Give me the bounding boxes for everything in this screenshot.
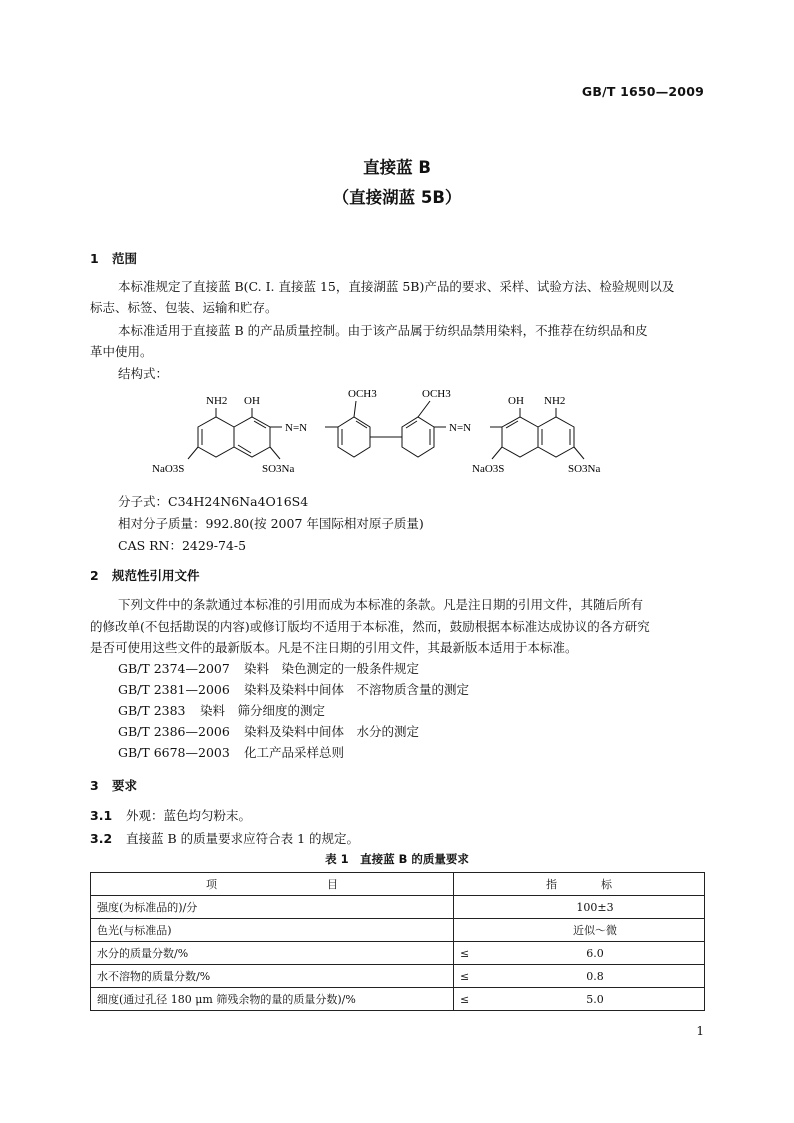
header-item: 项 目 [91,873,454,896]
section-number: 1 [90,251,99,266]
document-subtitle: （直接湖蓝 5B） [332,188,462,207]
reference-item [118,722,419,740]
left-naphthalene-ring-1 [198,417,234,457]
row-item: 色光(与标准品) [91,919,454,942]
left-benzene-ring [338,417,370,457]
och3-right-label: OCH3 [422,388,451,400]
section-1-heading [90,249,137,267]
reference-item [118,680,469,698]
reference-code: GB/T 2386—2006 [118,724,230,739]
row-sign: ≤ [454,942,487,965]
row-sign [454,919,487,942]
structure-label: 结构式： [118,366,169,381]
structural-formula [140,384,660,484]
references-paragraph-line-3: 是否可使用这些文件的最新版本。凡是不注日期的引用文件，其最新版本适用于本标准。 [90,640,578,655]
so3na-label-4: SO3Na [568,463,601,475]
table-row [91,988,705,1011]
clause-number: 3.2 [90,831,113,846]
reference-item [118,701,325,719]
reference-title: 染料及染料中间体 不溶物质含量的测定 [244,682,470,697]
clause-3-2 [90,829,359,847]
reference-item [118,743,344,761]
reference-title: 染料及染料中间体 水分的测定 [244,724,420,739]
section-title: 范围 [112,251,138,266]
section-title: 要求 [112,778,138,793]
row-value: 近似～微 [486,919,705,942]
formula-label: 分子式： [118,494,169,509]
page-number: 1 [696,1024,704,1038]
table-row [91,919,705,942]
section-2-heading [90,566,200,584]
reference-code: GB/T 2381—2006 [118,682,230,697]
row-value: 6.0 [486,942,705,965]
nh2-right-label: NH2 [544,395,566,407]
molecular-formula [118,492,308,510]
azo-right-label: N=N [449,422,472,434]
row-value: 0.8 [486,965,705,988]
reference-item [118,659,419,677]
reference-code: GB/T 2374—2007 [118,661,230,676]
molecular-weight: 相对分子质量：992.80(按 2007 年国际相对原子质量) [118,516,424,531]
so3na-label-1: NaO3S [152,463,185,475]
scope-paragraph-2-line-1: 本标准适用于直接蓝 B 的产品质量控制。由于该产品属于纺织品禁用染料，不推荐在纺织品和皮 [118,323,648,338]
references-paragraph-line-2: 的修改单(不包括勘误的内容)或修订版均不适用于本标准，然而，鼓励根据本标准达成协议的各方研究 [90,619,650,634]
cas-number: CAS RN：2429-74-5 [118,538,247,553]
clause-3-1 [90,806,251,824]
so3na-label-2: SO3Na [262,463,295,475]
right-naphthalene-ring-1 [502,417,538,457]
row-sign: ≤ [454,965,487,988]
standard-code: GB/T 1650—2009 [581,84,704,99]
row-item: 水分的质量分数/% [91,942,454,965]
row-value: 5.0 [486,988,705,1011]
left-naphthalene-ring-2 [234,417,270,457]
clause-text: 直接蓝 B 的质量要求应符合表 1 的规定。 [126,831,360,846]
row-item: 细度(通过孔径 180 μm 筛残余物的量的质量分数)/% [91,988,454,1011]
header-value: 指 标 [454,873,705,896]
reference-code: GB/T 6678—2003 [118,745,230,760]
reference-title: 染料 筛分细度的测定 [200,703,326,718]
row-value: 100±3 [486,896,705,919]
table-row [91,942,705,965]
right-naphthalene-ring-2 [538,417,574,457]
references-paragraph-line-1: 下列文件中的条款通过本标准的引用而成为本标准的条款。凡是注日期的引用文件，其随后所有 [118,597,644,612]
scope-paragraph-1-line-1: 本标准规定了直接蓝 B(C. I. 直接蓝 15，直接湖蓝 5B)产品的要求、采样、试验方法、检验规则以及 [118,279,675,294]
azo-left-label: N=N [285,422,308,434]
reference-title: 染料 染色测定的一般条件规定 [244,661,420,676]
table-header-row [91,873,705,896]
row-item: 水不溶物的质量分数/% [91,965,454,988]
section-title: 规范性引用文件 [112,568,200,583]
right-benzene-ring [402,417,434,457]
row-sign: ≤ [454,988,487,1011]
clause-text: 外观：蓝色均匀粉末。 [126,808,252,823]
section-number: 3 [90,778,99,793]
scope-paragraph-1-line-2: 标志、标签、包装、运输和贮存。 [90,300,278,315]
reference-title: 化工产品采样总则 [244,745,345,760]
oh-left-label: OH [244,395,260,407]
so3na-label-3: NaO3S [472,463,505,475]
quality-requirements-table [90,872,705,1011]
oh-right-label: OH [508,395,524,407]
reference-code: GB/T 2383 [118,703,186,718]
table-row [91,896,705,919]
och3-left-label: OCH3 [348,388,377,400]
clause-number: 3.1 [90,808,113,823]
table-row [91,965,705,988]
row-sign [454,896,487,919]
section-3-heading [90,776,137,794]
formula-value: C34H24N6Na4O16S4 [168,494,309,509]
document-title: 直接蓝 B [363,158,431,177]
row-item: 强度(为标准品的)/分 [91,896,454,919]
nh2-left-label: NH2 [206,395,228,407]
scope-paragraph-2-line-2: 革中使用。 [90,344,153,359]
table-title: 表 1 直接蓝 B 的质量要求 [325,852,469,866]
section-number: 2 [90,568,99,583]
